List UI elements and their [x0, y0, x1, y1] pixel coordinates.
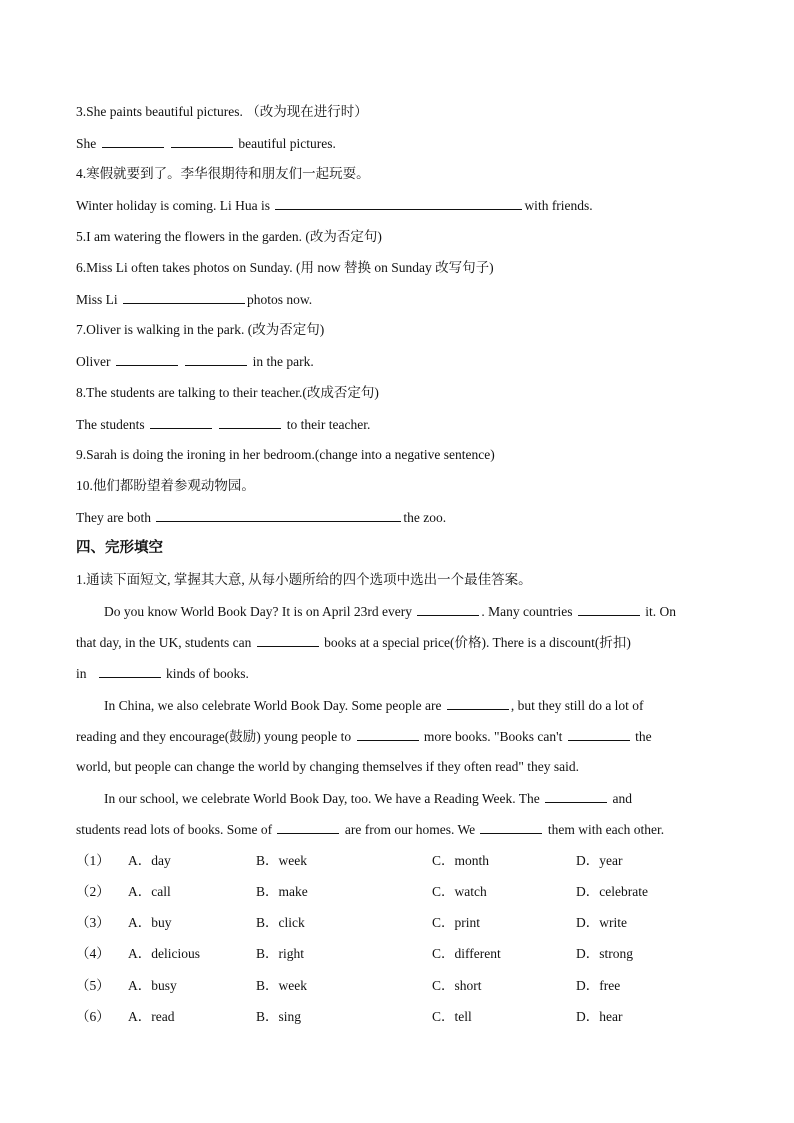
cloze-blank-10[interactable] [480, 820, 542, 834]
passage-text: kinds of books. [166, 666, 249, 681]
passage-line [76, 820, 664, 839]
question-10-answer-line [76, 508, 446, 527]
passage-text: reading and they encourage(鼓励) young people to [76, 729, 352, 744]
passage-line [76, 727, 652, 746]
option-d[interactable]: D．year [576, 853, 623, 868]
option-a[interactable]: A．buy [128, 915, 172, 930]
option-d[interactable]: D．write [576, 915, 627, 930]
cloze-blank-7[interactable] [568, 727, 630, 741]
passage-text: books at a special price(价格). There is a discount(折扣) [324, 635, 631, 650]
answer-blank[interactable] [219, 415, 281, 429]
question-8-prompt: 8.The students are talking to their teacher.(改成否定句) [76, 385, 379, 400]
option-row [76, 914, 756, 932]
question-6-prompt: 6.Miss Li often takes photos on Sunday. (用 now 替换 on Sunday 改写句子) [76, 260, 494, 275]
option-number: （4） [76, 946, 110, 961]
option-b[interactable]: B．sing [256, 1009, 302, 1024]
passage-line [104, 602, 676, 621]
option-c[interactable]: C．tell [432, 1009, 472, 1024]
passage-text: more books. "Books can't [423, 729, 563, 744]
cloze-instruction: 1.通读下面短文, 掌握其大意, 从每小题所给的四个选项中选出一个最佳答案。 [76, 572, 532, 587]
option-c[interactable]: C．different [432, 946, 501, 961]
answer-blank[interactable] [171, 134, 233, 148]
passage-line [104, 789, 632, 808]
passage-text: that day, in the UK, students can [76, 635, 252, 650]
answer-suffix: photos now. [247, 292, 313, 307]
option-a[interactable]: A．delicious [128, 946, 200, 961]
passage-text: In China, we also celebrate World Book Day. Some people are [104, 698, 442, 713]
question-3-answer-line [76, 134, 336, 153]
section-heading: 四、完形填空 [76, 540, 163, 556]
option-number: （6） [76, 1009, 110, 1024]
option-d[interactable]: D．free [576, 978, 621, 993]
option-b[interactable]: B．click [256, 915, 305, 930]
answer-blank[interactable] [156, 508, 401, 522]
option-row [76, 883, 756, 901]
answer-blank[interactable] [123, 290, 245, 304]
question-8-answer-line [76, 415, 370, 434]
passage-line [76, 633, 631, 652]
question-6-answer-line [76, 290, 312, 309]
option-d[interactable]: D．celebrate [576, 884, 648, 899]
option-b[interactable]: B．week [256, 853, 307, 868]
option-number: （5） [76, 978, 110, 993]
answer-suffix: the zoo. [403, 510, 447, 525]
option-b[interactable]: B．right [256, 946, 305, 961]
answer-blank[interactable] [150, 415, 212, 429]
passage-text: and [612, 791, 632, 806]
option-a[interactable]: A．read [128, 1009, 175, 1024]
question-4-answer-line [76, 196, 593, 215]
answer-prefix: She [76, 136, 97, 151]
cloze-blank-3[interactable] [257, 633, 319, 647]
cloze-blank-8[interactable] [545, 789, 607, 803]
option-d[interactable]: D．strong [576, 946, 633, 961]
question-10-prompt: 10.他们都盼望着参观动物园。 [76, 478, 255, 493]
passage-text: , but they still do a lot of [510, 698, 644, 713]
option-a[interactable]: A．day [128, 853, 171, 868]
question-7-prompt: 7.Oliver is walking in the park. (改为否定句) [76, 322, 325, 337]
passage-text: Do you know World Book Day? It is on April 23rd every [104, 604, 413, 619]
answer-prefix: Oliver [76, 354, 111, 369]
cloze-blank-2[interactable] [578, 602, 640, 616]
option-row [76, 977, 756, 995]
answer-blank[interactable] [275, 196, 522, 210]
passage-text: students read lots of books. Some of [76, 822, 273, 837]
answer-blank[interactable] [185, 352, 247, 366]
passage-text: it. On [645, 604, 677, 619]
cloze-blank-1[interactable] [417, 602, 479, 616]
passage-text: them with each other. [547, 822, 665, 837]
option-row [76, 945, 756, 963]
answer-suffix: in the park. [252, 354, 314, 369]
cloze-blank-5[interactable] [447, 696, 509, 710]
question-4-prompt: 4.寒假就要到了。李华很期待和朋友们一起玩耍。 [76, 166, 370, 181]
cloze-blank-9[interactable] [277, 820, 339, 834]
option-a[interactable]: A．busy [128, 978, 177, 993]
option-c[interactable]: C．short [432, 978, 482, 993]
passage-text: the [635, 729, 652, 744]
passage-line [104, 696, 644, 715]
passage-text: In our school, we celebrate World Book Day, too. We have a Reading Week. The [104, 791, 540, 806]
option-number: （1） [76, 853, 110, 868]
passage-text: are from our homes. We [344, 822, 476, 837]
answer-suffix: to their teacher. [286, 417, 371, 432]
option-number: （2） [76, 884, 110, 899]
answer-prefix: Miss Li [76, 292, 118, 307]
option-c[interactable]: C．watch [432, 884, 487, 899]
option-a[interactable]: A．call [128, 884, 171, 899]
option-number: （3） [76, 915, 110, 930]
answer-blank[interactable] [116, 352, 178, 366]
answer-suffix: beautiful pictures. [238, 136, 336, 151]
option-c[interactable]: C．print [432, 915, 481, 930]
option-d[interactable]: D．hear [576, 1009, 623, 1024]
option-row [76, 1008, 756, 1026]
option-c[interactable]: C．month [432, 853, 490, 868]
option-b[interactable]: B．week [256, 978, 307, 993]
answer-prefix: Winter holiday is coming. Li Hua is [76, 198, 271, 213]
passage-text: in [76, 666, 87, 681]
answer-prefix: The students [76, 417, 145, 432]
answer-suffix: with friends. [524, 198, 593, 213]
question-3-prompt: 3.She paints beautiful pictures. （改为现在进行时） [76, 104, 368, 119]
option-row [76, 852, 756, 870]
answer-prefix: They are both [76, 510, 151, 525]
cloze-blank-6[interactable] [357, 727, 419, 741]
question-9-prompt: 9.Sarah is doing the ironing in her bedroom.(change into a negative sentence) [76, 447, 495, 462]
answer-blank[interactable] [102, 134, 164, 148]
question-7-answer-line [76, 352, 314, 371]
passage-text: . Many countries [481, 604, 573, 619]
passage-line: world, but people can change the world by changing themselves if they often read" they said. [76, 759, 579, 774]
passage-line [76, 664, 249, 683]
option-b[interactable]: B．make [256, 884, 308, 899]
question-5-prompt: 5.I am watering the flowers in the garden. (改为否定句) [76, 229, 382, 244]
cloze-blank-4[interactable] [99, 664, 161, 678]
